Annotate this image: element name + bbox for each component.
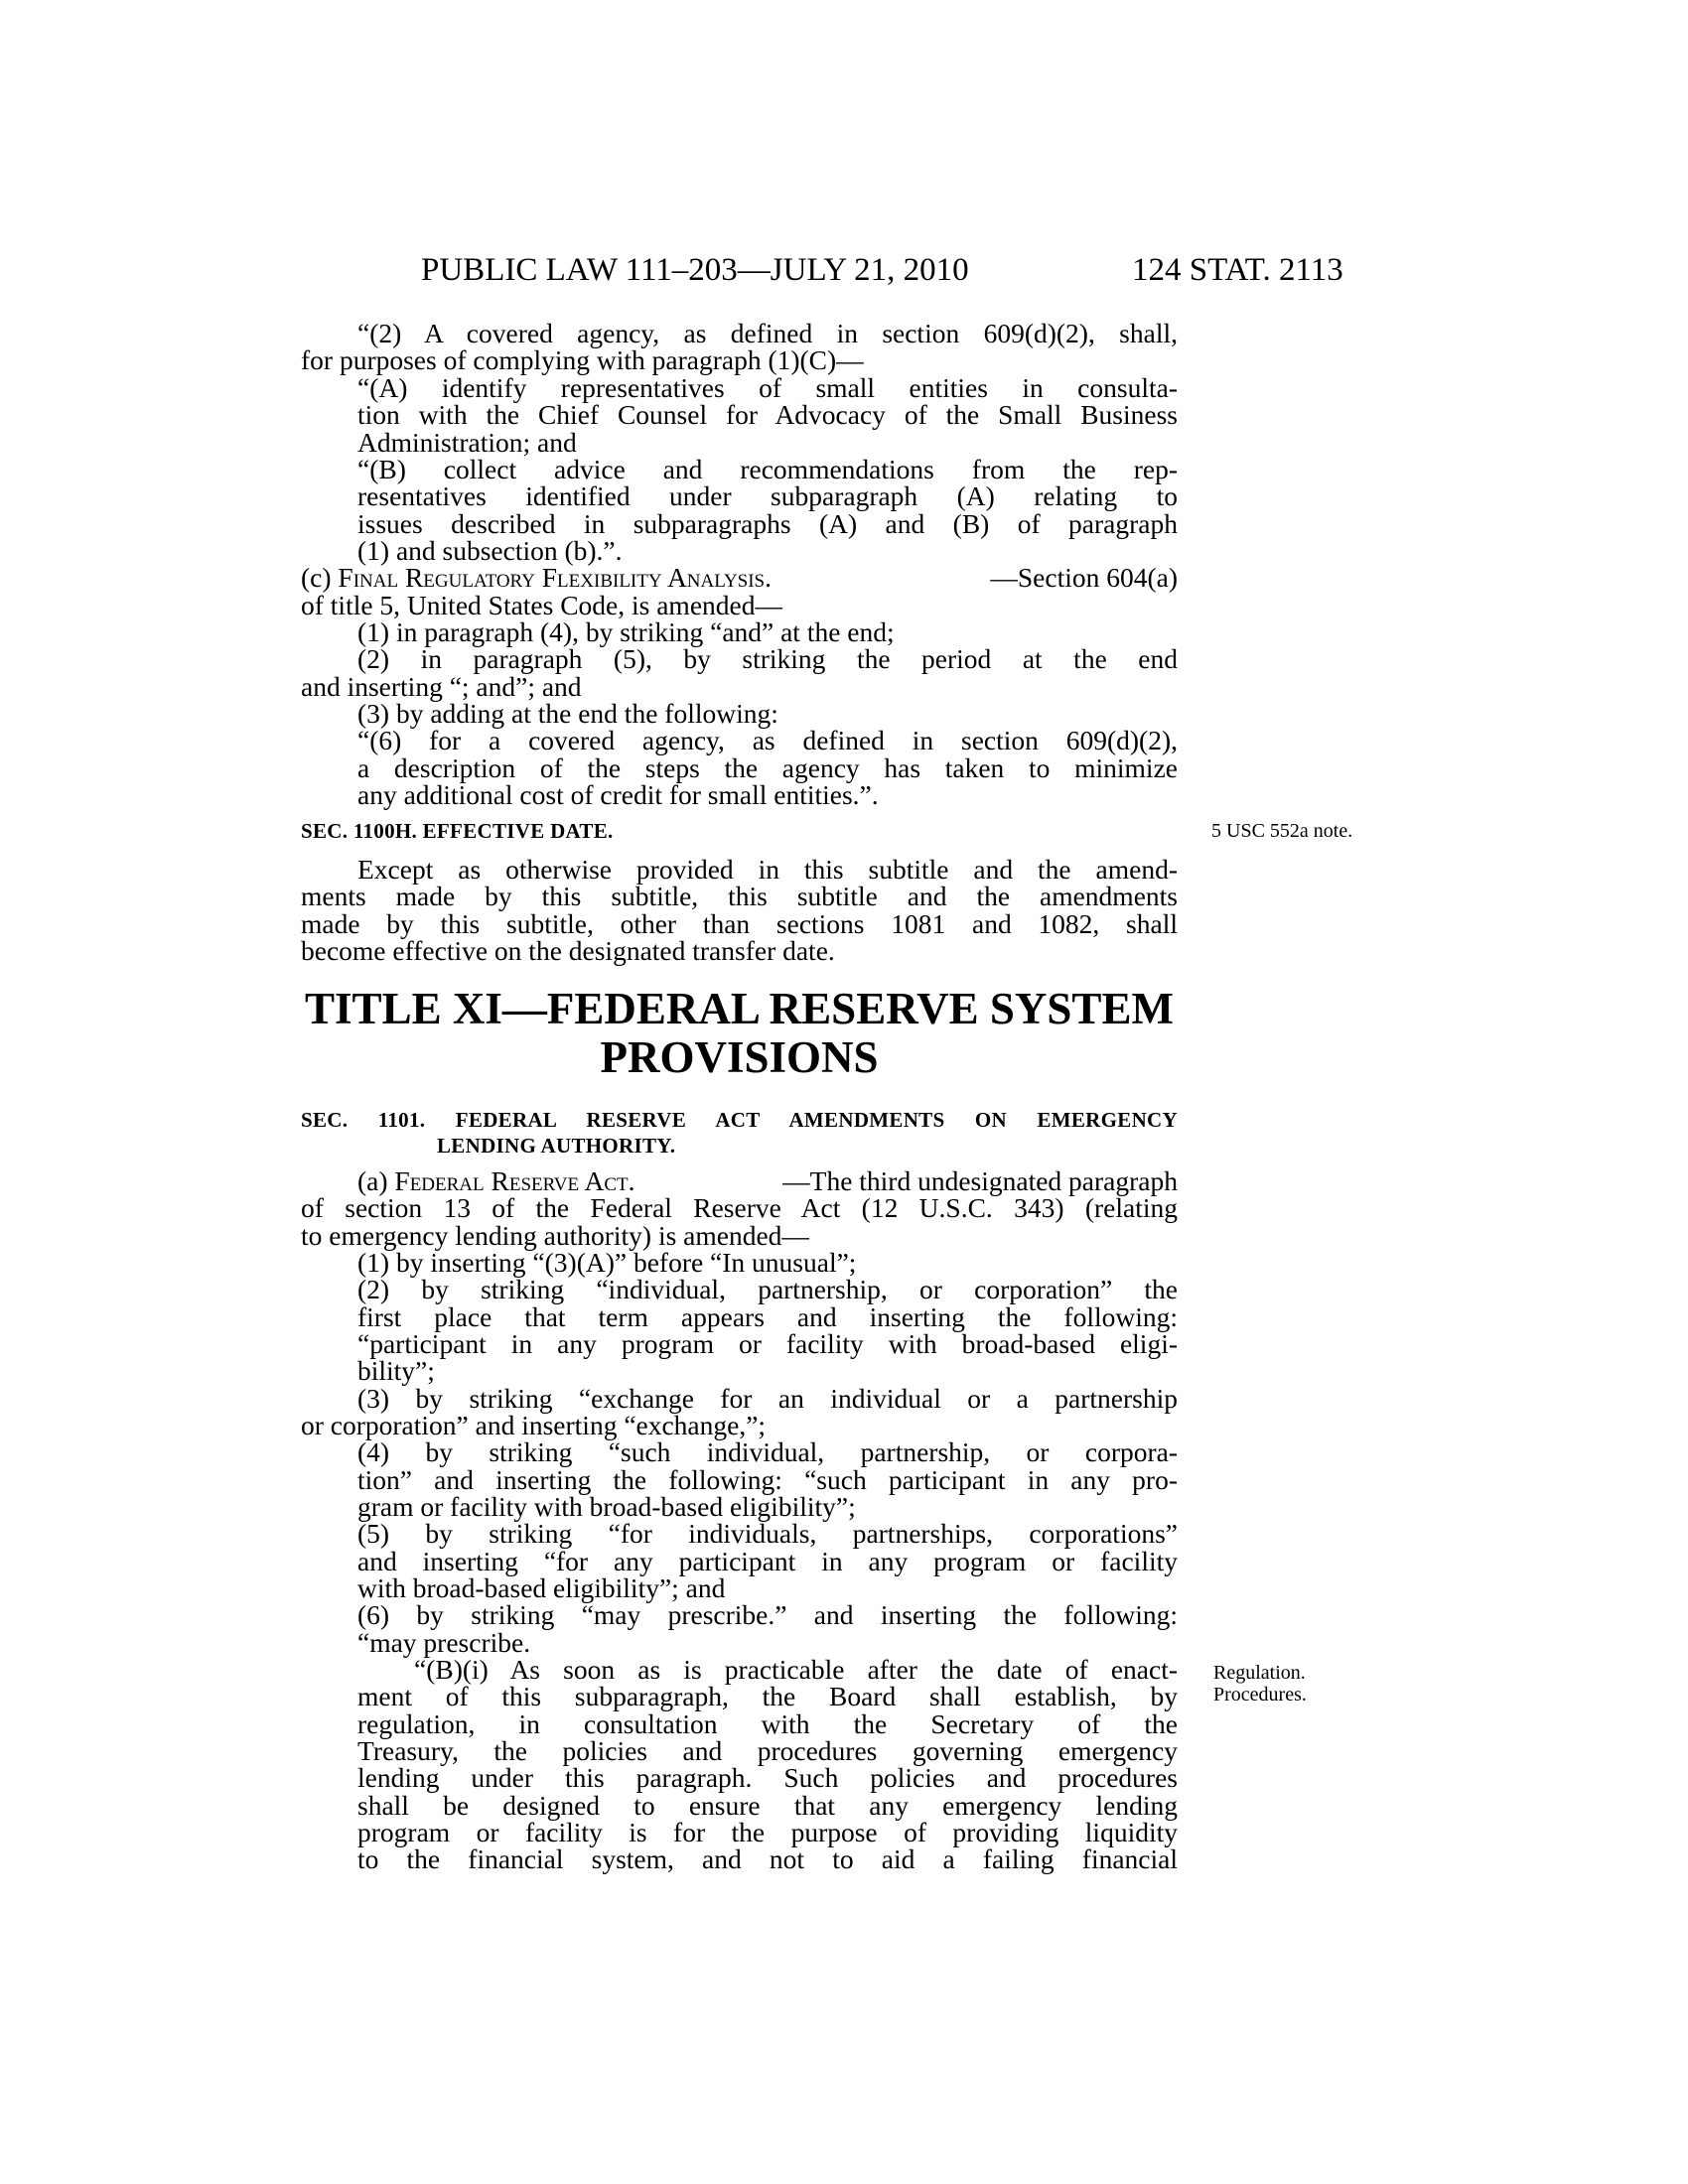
text-line: become effective on the designated transfer date. [301, 935, 835, 966]
text-line: to the financial system, and not to aid a failing financial [357, 1843, 1178, 1874]
text-line: Treasury, the policies and procedures governing emergency [357, 1735, 1178, 1766]
text-line: or corporation” and inserting “exchange,”; [301, 1410, 767, 1440]
text-line: “(A) identify representatives of small entities in consulta- [357, 372, 1178, 403]
section-heading-1101: SEC. 1101. FEDERAL RESERVE ACT AMENDMENTS ON EMERGENCY [301, 1108, 1178, 1132]
text-line: shall be designed to ensure that any emergency lending [357, 1790, 1178, 1821]
margin-note-procedures: Procedures. [1213, 1684, 1307, 1706]
text-line: ments made by this subtitle, this subtitle and the amendments [301, 881, 1178, 911]
text-line: (5) by striking “for individuals, partnerships, corporations” [357, 1518, 1178, 1549]
text-line: gram or facility with broad-based eligibility”; [357, 1491, 856, 1522]
text-line: a description of the steps the agency has taken to minimize [357, 752, 1178, 783]
text-line: “(B)(i) As soon as is practicable after the date of enact- [414, 1654, 1178, 1685]
running-header-right: 124 STAT. 2113 [1132, 252, 1343, 288]
text-fragment: —The third undesignated paragraph [782, 1165, 1178, 1196]
title-heading-line1: TITLE XI—FEDERAL RESERVE SYSTEM [305, 984, 1174, 1033]
text-line: program or facility is for the purpose of providing liquidity [357, 1817, 1178, 1847]
text-line: with broad-based eligibility”; and [357, 1572, 726, 1603]
text-line: first place that term appears and inserting the following: [357, 1301, 1178, 1332]
section-heading-1100h: SEC. 1100H. EFFECTIVE DATE. [301, 819, 614, 843]
subsection-label: (a) [357, 1165, 395, 1196]
subsection-heading: Federal Reserve Act. [394, 1165, 635, 1196]
text-line: (1) in paragraph (4), by striking “and” at the end; [357, 616, 895, 647]
title-heading-line2: PROVISIONS [600, 1032, 879, 1082]
text-line: (1) and subsection (b).”. [357, 535, 623, 566]
subsection-heading: Final Regulatory Flexibility Analysis. [338, 562, 773, 593]
text-line: tion with the Chief Counsel for Advocacy of the Small Business [357, 399, 1178, 430]
text-line: “(B) collect advice and recommendations from the rep- [357, 454, 1178, 484]
text-fragment: —Section 604(a) [990, 562, 1178, 593]
text-line: Administration; and [357, 427, 577, 458]
text-line: “may prescribe. [357, 1627, 531, 1658]
text-line: regulation, in consultation with the Secretary of the [357, 1708, 1178, 1739]
text-line: (1) by inserting “(3)(A)” before “In unusual”; [357, 1247, 857, 1278]
text-line: lending under this paragraph. Such policies and procedures [357, 1762, 1178, 1793]
text-line: (2) by striking “individual, partnership, or corporation” the [357, 1274, 1178, 1304]
text-line: “(2) A covered agency, as defined in section 609(d)(2), shall, [357, 318, 1178, 348]
margin-note-regulation: Regulation. [1213, 1662, 1306, 1684]
section-1101-body [301, 1167, 1178, 1902]
text-line: (3) by adding at the end the following: [357, 698, 778, 729]
text-line: made by this subtitle, other than sections 1081 and 1082, shall [301, 908, 1178, 939]
text-line: and inserting “for any participant in any program or facility [357, 1546, 1178, 1576]
text-line: “participant in any program or facility with broad-based eligi- [357, 1328, 1178, 1359]
margin-note-usc: 5 USC 552a note. [1211, 820, 1353, 842]
text-line: Except as otherwise provided in this subtitle and the amend- [357, 854, 1178, 885]
subsection-label: (c) [301, 562, 339, 593]
text-line: ment of this subparagraph, the Board shall establish, by [357, 1681, 1178, 1711]
text-line: bility”; [357, 1355, 435, 1386]
text-line: (4) by striking “such individual, partnership, or corpora- [357, 1436, 1178, 1467]
text-line: “(6) for a covered agency, as defined in section 609(d)(2), [357, 725, 1178, 755]
text-line: issues described in subparagraphs (A) and (B) of paragraph [357, 508, 1178, 539]
text-line: to emergency lending authority) is amended— [301, 1220, 809, 1251]
block-subsection-b-c [301, 320, 1178, 836]
text-line: any additional cost of credit for small entities.”. [357, 779, 879, 810]
text-line: of title 5, United States Code, is amended— [301, 590, 782, 620]
text-line: tion” and inserting the following: “such participant in any pro- [357, 1464, 1178, 1495]
text-line: (2) in paragraph (5), by striking the period at the end [357, 643, 1178, 674]
text-line: and inserting “; and”; and [301, 671, 582, 702]
subsection-c-line [301, 564, 1178, 592]
text-line: of section 13 of the Federal Reserve Act (12 U.S.C. 343) (relating [301, 1192, 1178, 1223]
text-line: for purposes of complying with paragraph (1)(C)— [301, 344, 864, 375]
text-line: resentatives identified under subparagraph (A) relating to [357, 480, 1178, 511]
running-header-left: PUBLIC LAW 111–203—JULY 21, 2010 [421, 252, 969, 288]
subsection-a-line [357, 1167, 1178, 1195]
text-line: (3) by striking “exchange for an individual or a partnership [357, 1383, 1178, 1414]
section-heading-1101-cont: LENDING AUTHORITY. [437, 1134, 676, 1158]
text-line: (6) by striking “may prescribe.” and inserting the following: [357, 1599, 1178, 1630]
section-1100h-body [301, 856, 1178, 975]
